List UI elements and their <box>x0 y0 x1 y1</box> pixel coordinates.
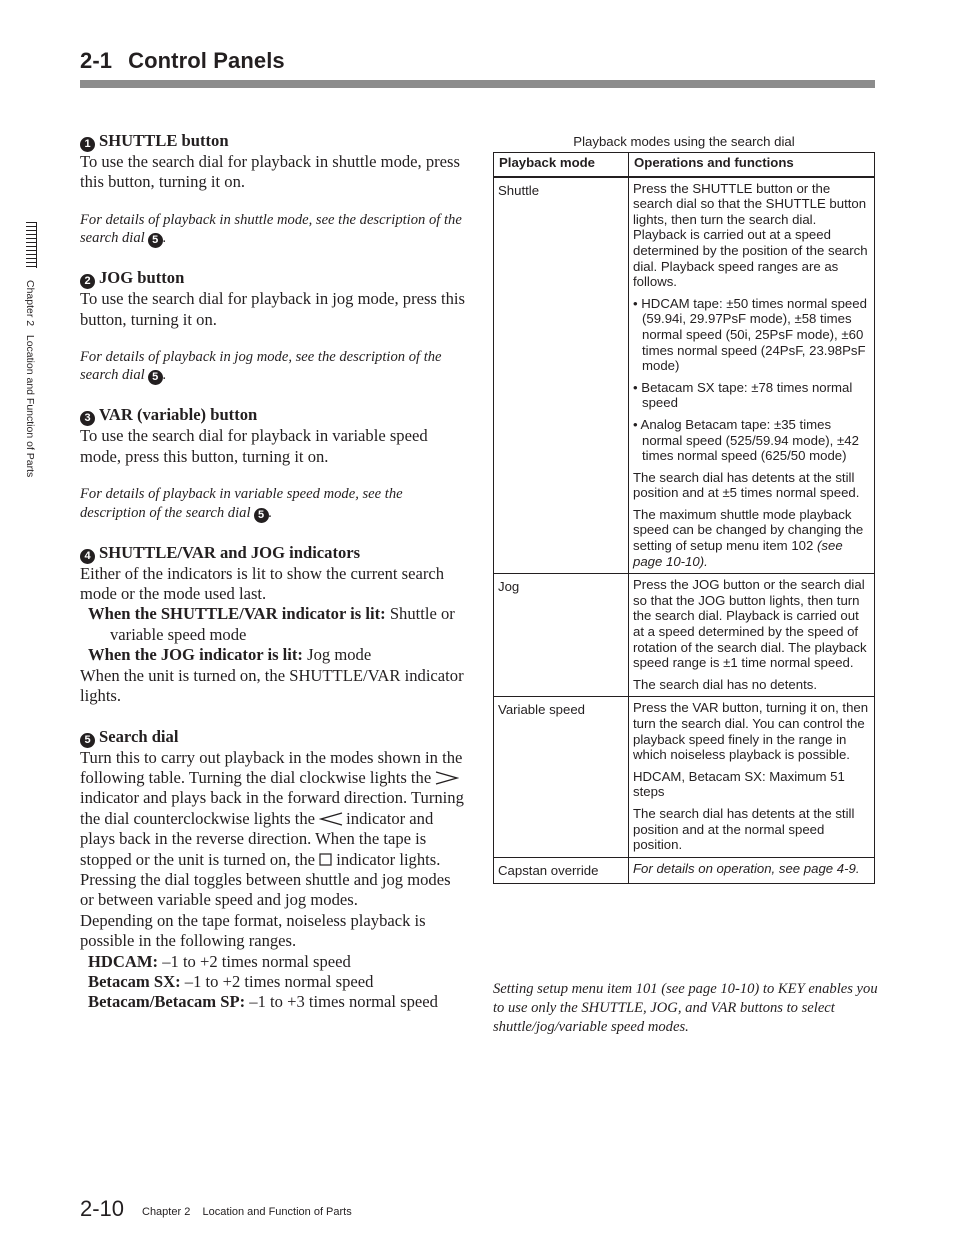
item-heading-jog-button <box>80 268 465 289</box>
mode-cell: Shuttle <box>494 177 629 574</box>
range-betacam-sx <box>80 972 465 992</box>
description-text: HDCAM, Betacam SX: Maximum 51 steps <box>633 768 845 800</box>
mode-cell: Jog <box>494 574 629 697</box>
item-body: When the unit is turned on, the SHUTTLE/VAR indicator lights. <box>80 665 464 706</box>
range-value: –1 to +2 times normal speed <box>158 951 351 971</box>
description-text: Press the JOG button or the search dial so that the JOG button lights, then turn the search dial. Playback is carried out at a speed determined by the speed of rotation of the search dial. The playback speed range is ±1 time normal speed. <box>633 577 867 671</box>
range-value: –1 to +2 times normal speed <box>180 971 374 991</box>
setup-note: Setting setup menu item 101 (see page 10-10) to KEY enables you to use only the SHUTTLE, JOG, and VAR buttons to select shuttle/jog/variable speed modes. <box>493 981 878 1035</box>
column-header: Operations and functions <box>629 153 875 177</box>
bullet-item: • Analog Betacam tape: ±35 times normal speed (525/59.94 mode), ±42 times normal speed (625/50 mode) <box>633 416 859 464</box>
chapter-tab-text: Chapter 2 Location and Function of Parts <box>24 280 36 478</box>
text-segment: indicator and plays back in the reverse direction. When the tape is stopped or the unit is turned on, the <box>80 808 434 869</box>
section-number: 2-1 <box>80 48 113 73</box>
range-value: –1 to +3 times normal speed <box>245 992 438 1012</box>
description-text: The search dial has no detents. <box>633 676 818 692</box>
item-note: For details of playback in variable speed mode, see the description of the search dial 5 . <box>80 486 403 521</box>
mode-cell: Variable speed <box>494 697 629 857</box>
table-row <box>494 697 875 857</box>
description-text: For details on operation, see page 4-9. <box>633 860 860 876</box>
item-body-search-dial <box>80 748 465 911</box>
item-title: SHUTTLE button <box>99 131 229 150</box>
reference-badge: 5 <box>254 508 269 523</box>
item-number-badge: 5 <box>80 733 95 748</box>
item-title: VAR (variable) button <box>99 405 258 425</box>
item-number-badge: 3 <box>80 411 95 426</box>
item-body: To use the search dial for playback in variable speed mode, press this button, turning it on. <box>80 426 428 466</box>
item-number-badge: 1 <box>80 137 95 152</box>
state-value: Jog mode <box>302 645 372 665</box>
table-row <box>494 177 875 574</box>
range-label: Betacam/Betacam SP: <box>88 992 246 1012</box>
item-heading-shuttle-button <box>80 131 465 152</box>
text-segment: The maximum shuttle mode playback speed can be changed by changing the setting of setup menu item 102 <box>633 506 864 554</box>
left-column <box>80 131 465 1013</box>
range-label: Betacam SX: <box>88 971 181 991</box>
indicator-state-shuttle <box>80 604 465 645</box>
description-cell <box>629 857 875 884</box>
page-number: 2-10 <box>80 1196 125 1221</box>
item-note: For details of playback in jog mode, see the description of the search dial 5 . <box>80 349 442 384</box>
item-number-badge: 4 <box>80 549 95 564</box>
reference-badge: 5 <box>148 233 163 248</box>
text-segment: indicator lights. Pressing the dial toggles between shuttle and jog modes or between variable speed and jog modes. <box>80 849 451 910</box>
item-heading-indicators <box>80 543 465 564</box>
column-header: Playback mode <box>494 153 629 177</box>
item-title: Search dial <box>99 726 179 746</box>
table-header-row <box>494 153 875 177</box>
item-title: JOG button <box>99 268 185 288</box>
state-label: When the JOG indicator is lit: <box>88 645 303 665</box>
item-body: Either of the indicators is lit to show the current search mode or the mode used last. <box>80 563 445 604</box>
text-segment: Turn this to carry out playback in the modes shown in the following table. Turning the dial clockwise lights the <box>80 747 463 787</box>
forward-play-icon <box>435 771 459 785</box>
bullet-item: • Betacam SX tape: ±78 times normal speed <box>633 379 853 411</box>
header-rule <box>80 80 875 88</box>
item-body: Depending on the tape format, noiseless playback is possible in the following ranges. <box>80 910 426 951</box>
description-cell <box>629 177 875 574</box>
item-heading-search-dial <box>80 727 465 748</box>
table-caption: Playback modes using the search dial <box>573 134 795 149</box>
state-label: When the SHUTTLE/VAR indicator is lit: <box>88 604 386 624</box>
table-row <box>494 857 875 884</box>
note-text: For details of playback in jog mode, see the description of the search dial <box>80 349 442 384</box>
playback-modes-table <box>493 152 875 884</box>
note-text: For details of playback in variable speed mode, see the description of the search dial <box>80 486 403 521</box>
bullet-item: • HDCAM tape: ±50 times normal speed (59.94i, 29.97PsF mode), ±58 times normal speed (50i, 25PsF mode), ±60 times normal speed (24PsF, 23.98PsF mode) <box>633 295 867 374</box>
footer-chapter-text: Chapter 2 Location and Function of Parts <box>142 1206 352 1218</box>
section-title: Control Panels <box>128 48 285 73</box>
range-hdcam <box>80 952 465 972</box>
description-text <box>633 507 872 569</box>
description-text: The search dial has detents at the still position and at the normal speed position. <box>633 805 855 853</box>
description-cell <box>629 697 875 857</box>
item-heading-var-button <box>80 405 465 426</box>
section-heading <box>80 48 285 74</box>
description-text: The search dial has detents at the still position and at ±5 times normal speed. <box>633 469 860 501</box>
item-title: SHUTTLE/VAR and JOG indicators <box>99 542 361 562</box>
note-text: For details of playback in shuttle mode, see the description of the search dial <box>80 211 462 247</box>
page-reference: (see page 10-10). <box>633 538 843 569</box>
text-segment: indicator and plays back in the forward direction. Turning the dial counterclockwise lights the <box>80 788 464 828</box>
range-label: HDCAM: <box>88 951 159 971</box>
item-number-badge: 2 <box>80 274 95 289</box>
reverse-play-icon <box>319 812 343 826</box>
item-note: For details of playback in shuttle mode, see the description of the search dial 5 . <box>80 211 462 247</box>
chapter-tab-line <box>36 222 37 268</box>
state-value: Shuttle or variable speed mode <box>110 604 455 644</box>
item-body: To use the search dial for playback in jog mode, press this button, turning it on. <box>80 289 466 329</box>
mode-cell: Capstan override <box>494 857 629 884</box>
reference-badge: 5 <box>148 370 163 385</box>
stop-icon <box>319 853 333 867</box>
description-text: Press the SHUTTLE button or the search dial so that the SHUTTLE button lights, then turn the search dial. Playback is carried out at a speed determined by the position of the search dial. Playback speed ranges are as follows. <box>633 180 868 290</box>
range-betacam-sp <box>80 992 465 1012</box>
table-row <box>494 574 875 697</box>
description-cell <box>629 574 875 697</box>
indicator-state-jog <box>80 645 465 665</box>
description-text: Press the VAR button, turning it on, then turn the search dial. You can control the playback speed finely in the range in which noiseless playback is possible. <box>633 700 869 763</box>
item-body: To use the search dial for playback in shuttle mode, press this button, turning it on. <box>80 152 460 192</box>
